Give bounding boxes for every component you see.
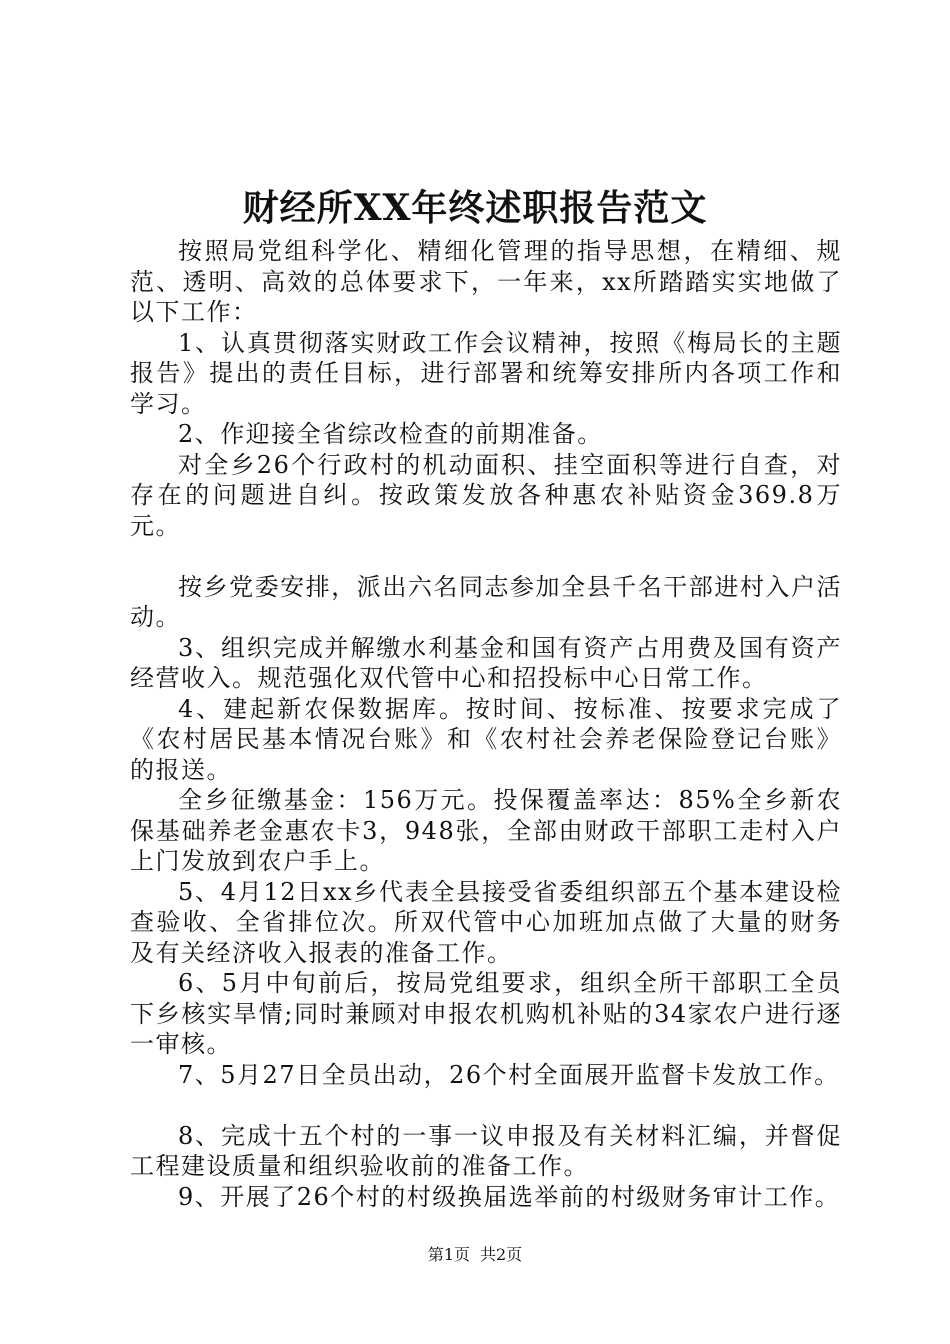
page-footer bbox=[0, 1244, 950, 1266]
paragraph-fund-collection: 全乡征缴基金：156万元。投保覆盖率达：85%全乡新农保基础养老金惠农卡3，948张，全部由财政干部职工走村入户上门发放到农户手上。 bbox=[130, 786, 842, 875]
paragraph-item-2: 2、作迎接全省综改检查的前期准备。 bbox=[178, 420, 603, 448]
paragraph-item-9: 9、开展了26个村的村级换届选举前的村级财务审计工作。 bbox=[178, 1182, 841, 1211]
paragraph-item-5: 5、4月12日xx乡代表全县接受省委组织部五个基本建设检查验收、全省排位次。所双代管中心加班加点做了大量的财务及有关经济收入报表的准备工作。 bbox=[130, 877, 842, 967]
page-number: 第1页 bbox=[427, 1245, 470, 1264]
paragraph-village-activity: 按乡党委安排，派出六名同志参加全县千名干部进村入户活动。 bbox=[130, 572, 842, 631]
paragraph-item-4: 4、建起新农保数据库。按时间、按标准、按要求完成了《农村居民基本情况台账》和《农村社会养老保险登记台账》的报送。 bbox=[130, 694, 842, 784]
document-body bbox=[130, 236, 842, 1212]
paragraph-self-check: 对全乡26个行政村的机动面积、挂空面积等进行自查，对存在的问题进自纠。按政策发放各种惠农补贴资金369.8万元。 bbox=[130, 450, 842, 540]
paragraph-item-7: 7、5月27日全员出动，26个村全面展开监督卡发放工作。 bbox=[178, 1060, 840, 1089]
paragraph-item-1: 1、认真贯彻落实财政工作会议精神，按照《梅局长的主题报告》提出的责任目标，进行部署和统筹安排所内各项工作和学习。 bbox=[130, 328, 842, 418]
paragraph-intro: 按照局党组科学化、精细化管理的指导思想，在精细、规范、透明、高效的总体要求下，一年来，xx所踏踏实实地做了以下工作： bbox=[130, 237, 842, 326]
paragraph-item-3: 3、组织完成并解缴水利基金和国有资产占用费及国有资产经营收入。规范强化双代管中心和招投标中心日常工作。 bbox=[130, 633, 842, 692]
paragraph-item-6: 6、5月中旬前后，按局党组要求，组织全所干部职工全员下乡核实旱情;同时兼顾对申报农机购机补贴的34家农户进行逐一审核。 bbox=[130, 969, 842, 1058]
page-total: 共2页 bbox=[480, 1245, 523, 1264]
paragraph-item-8: 8、完成十五个村的一事一议申报及有关材料汇编，并督促工程建设质量和组织验收前的准备工作。 bbox=[130, 1121, 842, 1180]
document-title: 财经所XX年终述职报告范文 bbox=[242, 187, 708, 229]
